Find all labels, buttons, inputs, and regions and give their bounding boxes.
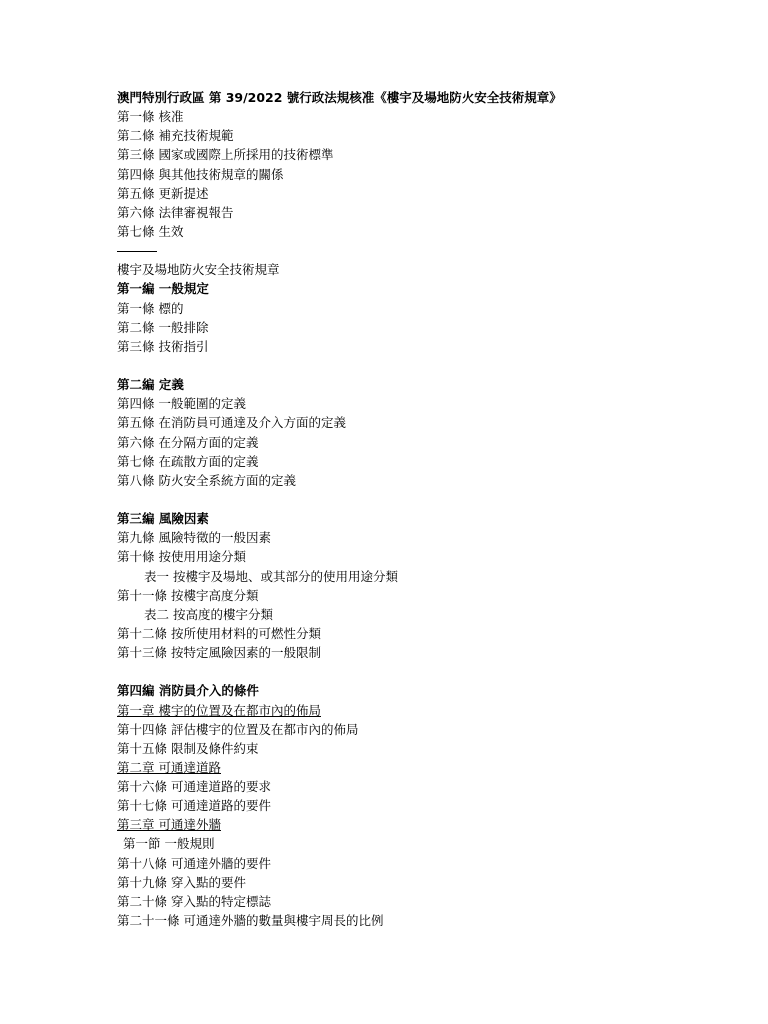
part-1-article-2: 第二條 一般排除 xyxy=(117,319,209,335)
decree-article-4: 第四條 與其他技術規章的關係 xyxy=(117,166,284,182)
part-4-heading: 第四編 消防員介入的條件 xyxy=(117,683,259,699)
document-title: 澳門特別行政區 第 39/2022 號行政法規核准《樓宇及場地防火安全技術規章》 xyxy=(117,90,562,105)
decree-article-5: 第五條 更新提述 xyxy=(117,185,209,201)
part-3-article-10: 第十條 按使用用途分類 xyxy=(117,549,246,565)
part-4-article-18: 第十八條 可通達外牆的要件 xyxy=(117,855,271,871)
decree-article-1: 第一條 核准 xyxy=(117,109,184,125)
part-4-article-17: 第十七條 可通達道路的要件 xyxy=(117,798,271,814)
part-3-heading: 第三編 風險因素 xyxy=(117,511,209,527)
decree-article-7: 第七條 生效 xyxy=(117,223,184,239)
part-1-heading: 第一編 一般規定 xyxy=(117,281,209,297)
decree-article-2: 第二條 補充技術規範 xyxy=(117,128,234,144)
spacer xyxy=(117,662,737,681)
part-1-article-3: 第三條 技術指引 xyxy=(117,338,209,354)
part-2-article-8: 第八條 防火安全系統方面的定義 xyxy=(117,472,296,488)
document-page xyxy=(117,88,737,930)
decree-article-6: 第六條 法律審視報告 xyxy=(117,204,234,220)
part-1-article-1: 第一條 標的 xyxy=(117,300,184,316)
chapter-3-heading xyxy=(117,815,737,834)
chapter-1-link[interactable]: 第一章 樓宇的位置及在都市內的佈局 xyxy=(117,702,321,718)
part-3-article-13: 第十三條 按特定風險因素的一般限制 xyxy=(117,645,321,661)
chapter-1-heading xyxy=(117,701,737,720)
part-2-article-7: 第七條 在疏散方面的定義 xyxy=(117,453,259,469)
part-4-article-20: 第二十條 穿入點的特定標誌 xyxy=(117,893,271,909)
part-4-article-21: 第二十一條 可通達外牆的數量與樓宇周長的比例 xyxy=(117,913,384,929)
part-2-article-4: 第四條 一般範圍的定義 xyxy=(117,396,246,412)
chapter-2-link[interactable]: 第二章 可通達道路 xyxy=(117,759,221,775)
table-1-entry: 表一 按樓宇及場地、或其部分的使用用途分類 xyxy=(144,568,398,584)
part-3-article-12: 第十二條 按所使用材料的可燃性分類 xyxy=(117,625,321,641)
part-4-article-14: 第十四條 評估樓宇的位置及在都市內的佈局 xyxy=(117,721,359,737)
decree-article-3: 第三條 國家或國際上所採用的技術標準 xyxy=(117,147,334,163)
horizontal-rule xyxy=(117,251,157,252)
part-2-heading: 第二編 定義 xyxy=(117,377,184,393)
part-4-article-15: 第十五條 限制及條件約束 xyxy=(117,740,259,756)
spacer xyxy=(117,490,737,509)
part-3-article-9: 第九條 風險特徵的一般因素 xyxy=(117,530,271,546)
table-2-entry: 表二 按高度的樓宇分類 xyxy=(144,606,273,622)
part-4-article-16: 第十六條 可通達道路的要求 xyxy=(117,779,271,795)
spacer xyxy=(117,356,737,375)
part-2-article-5: 第五條 在消防員可通達及介入方面的定義 xyxy=(117,415,346,431)
chapter-3-link[interactable]: 第三章 可通達外牆 xyxy=(117,817,221,833)
part-4-article-19: 第十九條 穿入點的要件 xyxy=(117,874,246,890)
part-2-article-6: 第六條 在分隔方面的定義 xyxy=(117,434,259,450)
chapter-2-heading xyxy=(117,758,737,777)
regulation-title: 樓宇及場地防火安全技術規章 xyxy=(117,262,280,278)
section-1-heading: 第一節 一般規則 xyxy=(123,836,215,852)
separator-rule xyxy=(117,241,737,260)
part-3-article-11: 第十一條 按樓宇高度分類 xyxy=(117,587,259,603)
